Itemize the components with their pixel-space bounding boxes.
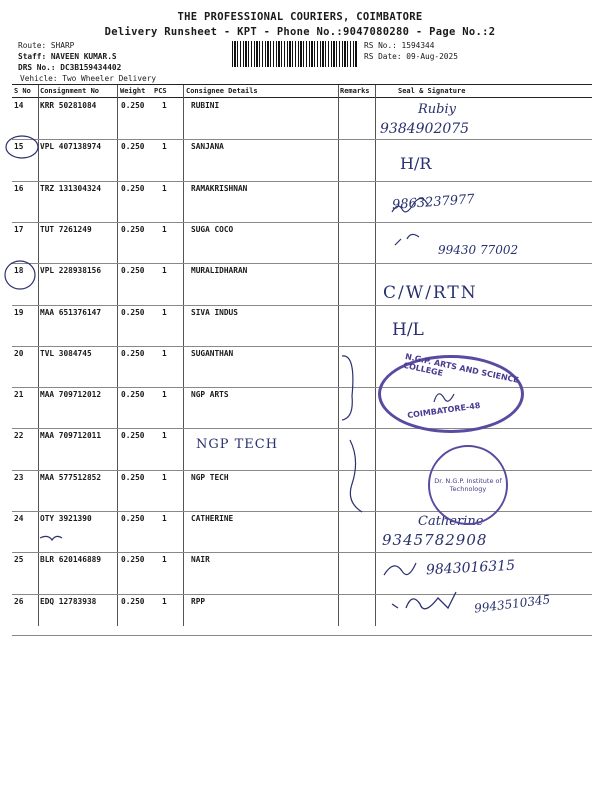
cell-consignee: NGP TECH <box>191 472 229 482</box>
cell-weight: 0.250 <box>121 472 145 482</box>
cell-consignee: CATHERINE <box>191 514 234 523</box>
phone-r25: 9843016315 <box>425 557 516 579</box>
cell-pcs: 1 <box>162 431 167 441</box>
page-subtitle: Delivery Runsheet - KPT - Phone No.:9047080280 - Page No.:2 <box>104 26 496 38</box>
page-title: THE PROFESSIONAL COURIERS, COIMBATORE <box>177 11 423 23</box>
cell-weight: 0.250 <box>121 514 145 523</box>
cell-consignment: KRR 50281084 <box>40 101 97 110</box>
handwritten-r22: NGP TECH <box>196 437 279 452</box>
col-seal: Seal & Signature <box>398 87 466 95</box>
col-consignment: Consignment No <box>40 87 100 95</box>
col-remarks: Remarks <box>340 87 370 95</box>
cell-weight: 0.250 <box>121 183 145 193</box>
cell-pcs: 1 <box>162 555 167 565</box>
cell-weight: 0.250 <box>121 348 145 358</box>
staff: Staff: NAVEEN KUMAR.S <box>18 52 117 61</box>
cell-pcs: 1 <box>162 224 167 234</box>
cell-weight: 0.250 <box>121 390 145 400</box>
cell-consignee: NAIR <box>191 555 210 565</box>
circle-mark-r15 <box>6 136 38 158</box>
cell-weight: 0.250 <box>121 101 145 110</box>
stamp-text-bottom: COIMBATORE-48 <box>406 400 481 421</box>
cell-weight: 0.250 <box>121 596 145 606</box>
cell-consignment: MAA 709712012 <box>40 390 102 400</box>
signature-r26 <box>392 592 456 609</box>
signature-r24: Catherine <box>418 514 484 529</box>
cell-consignment: OTY 3921390 <box>40 514 92 523</box>
vehicle: Vehicle: Two Wheeler Delivery <box>20 74 157 83</box>
signature-r16 <box>392 198 428 212</box>
cell-sno: 20 <box>14 348 24 358</box>
cell-pcs: 1 <box>162 348 167 358</box>
cell-consignment: TUT 7261249 <box>40 224 92 234</box>
cell-sno: 18 <box>14 266 24 276</box>
cell-consignee: NGP ARTS <box>191 390 229 400</box>
cell-consignee: SIVA INDUS <box>191 307 238 317</box>
cell-weight: 0.250 <box>121 555 145 565</box>
cell-pcs: 1 <box>162 307 167 317</box>
remark-r15: H/R <box>400 154 432 173</box>
signature-r14: Rubiy <box>418 102 456 117</box>
cell-consignee: SUGANTHAN <box>191 348 234 358</box>
cell-sno: 14 <box>14 101 24 110</box>
cell-sno: 22 <box>14 431 24 441</box>
cell-consignment: EDQ 12783938 <box>40 596 97 606</box>
cell-consignment: VPL 228938156 <box>40 266 102 276</box>
col-pcs: PCS <box>154 87 167 95</box>
cell-weight: 0.250 <box>121 224 145 234</box>
bracket-mark-r23 <box>350 440 362 512</box>
cell-pcs: 1 <box>162 514 167 523</box>
cell-consignment: TRZ 131304324 <box>40 183 102 193</box>
cell-pcs: 1 <box>162 596 167 606</box>
cell-weight: 0.250 <box>121 142 145 152</box>
phone-r17: 99430 77002 <box>438 243 519 257</box>
signature-r17 <box>395 234 419 245</box>
cell-pcs: 1 <box>162 390 167 400</box>
stamp-text-institute: Dr. N.G.P. Institute of Technology <box>434 477 502 493</box>
cell-pcs: 1 <box>162 142 167 152</box>
cell-weight: 0.250 <box>121 431 145 441</box>
col-weight: Weight <box>120 87 146 95</box>
cell-consignment: BLR 620146889 <box>40 555 102 565</box>
rs-number: RS No.: 1594344 <box>364 41 435 50</box>
circle-mark-r18 <box>5 261 35 289</box>
cell-sno: 16 <box>14 183 24 193</box>
cell-sno: 26 <box>14 596 24 606</box>
cell-sno: 23 <box>14 472 24 482</box>
cell-consignee: MURALIDHARAN <box>191 266 248 276</box>
cell-sno: 24 <box>14 514 24 523</box>
cell-pcs: 1 <box>162 266 167 276</box>
cell-sno: 21 <box>14 390 24 400</box>
phone-r16: 9863237977 <box>391 192 476 213</box>
cell-consignment: TVL 3084745 <box>40 348 92 358</box>
cell-sno: 17 <box>14 224 24 234</box>
cell-consignment: MAA 651376147 <box>40 307 102 317</box>
rs-date: RS Date: 09-Aug-2025 <box>364 52 458 61</box>
bracket-mark-r20 <box>342 356 353 420</box>
cell-consignee: RUBINI <box>191 101 220 110</box>
signature-r21 <box>434 394 454 402</box>
tick-mark-r24 <box>40 536 62 540</box>
cell-sno: 19 <box>14 307 24 317</box>
cell-weight: 0.250 <box>121 266 145 276</box>
phone-r14: 9384902075 <box>380 121 470 137</box>
cell-consignee: SANJANA <box>191 142 224 152</box>
cell-pcs: 1 <box>162 472 167 482</box>
cell-pcs: 1 <box>162 101 167 110</box>
remark-r19: H/L <box>392 320 424 340</box>
cell-consignee: RPP <box>191 596 206 606</box>
remark-r18: C/W/RTN <box>383 283 478 303</box>
phone-r24: 9345782908 <box>382 531 488 549</box>
signature-r25 <box>384 563 416 575</box>
cell-pcs: 1 <box>162 183 167 193</box>
cell-consignment: MAA 709712011 <box>40 431 102 441</box>
cell-consignee: RAMAKRISHNAN <box>191 183 248 193</box>
cell-consignment: VPL 407138974 <box>40 142 102 152</box>
col-sno: S No <box>14 87 31 95</box>
cell-consignment: MAA 577512852 <box>40 472 102 482</box>
phone-r26: 9943510345 <box>473 592 551 616</box>
cell-sno: 25 <box>14 555 24 565</box>
cell-weight: 0.250 <box>121 307 145 317</box>
route: Route: SHARP <box>18 41 75 50</box>
stamp-text-top: N.G.P. ARTS AND SCIENCE COLLEGE <box>402 351 520 385</box>
drs-number: DRS No.: DC3B159434402 <box>18 63 122 72</box>
cell-sno: 15 <box>14 142 24 152</box>
cell-consignee: SUGA COCO <box>191 224 234 234</box>
col-consignee: Consignee Details <box>186 87 258 95</box>
